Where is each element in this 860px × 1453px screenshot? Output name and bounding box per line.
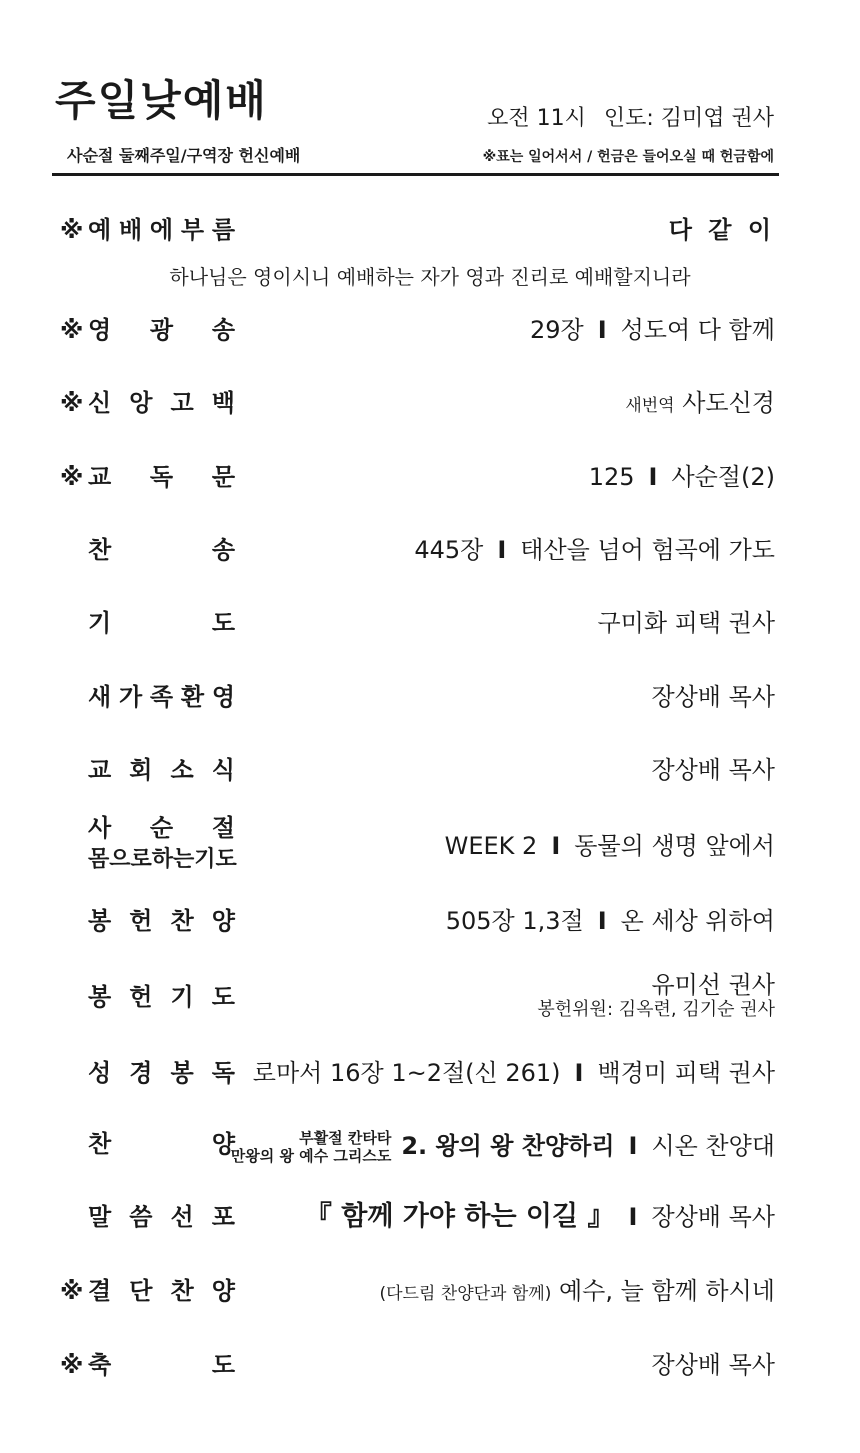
label-char: 광 bbox=[149, 316, 174, 344]
order-item-gloria bbox=[60, 310, 775, 350]
separator: I bbox=[648, 463, 658, 491]
item-value-title: 백경미 피택 권사 bbox=[597, 1059, 775, 1087]
label-char: 씀 bbox=[129, 1203, 153, 1231]
offering-committee: 봉헌위원: 김옥련, 김기순 권사 bbox=[537, 999, 775, 1020]
separator: I bbox=[574, 1059, 584, 1087]
sermon-title: 『 함께 가야 하는 이길 』 bbox=[304, 1201, 615, 1232]
label-char: 고 bbox=[170, 389, 194, 417]
label-char: 기 bbox=[88, 609, 112, 637]
label-char: 새 bbox=[88, 683, 112, 711]
item-value bbox=[530, 310, 775, 350]
item-label-chars bbox=[88, 1124, 235, 1164]
item-value-text: 장상배 목사 bbox=[651, 683, 775, 711]
item-label-chars bbox=[88, 1053, 235, 1093]
label-char: 선 bbox=[170, 1203, 194, 1231]
label-char: 봉 bbox=[88, 907, 112, 935]
label-char: 양 bbox=[211, 1277, 235, 1305]
order-item-welcome bbox=[60, 677, 775, 717]
label-char: 봉 bbox=[170, 1059, 194, 1087]
label-char: 단 bbox=[129, 1277, 153, 1305]
item-value-title: 사순절(2) bbox=[671, 463, 775, 491]
label-char: 봉 bbox=[88, 983, 112, 1011]
label-char: 사 bbox=[88, 814, 112, 842]
header-divider bbox=[52, 173, 779, 176]
item-value bbox=[651, 677, 775, 717]
separator: I bbox=[597, 316, 607, 344]
item-label bbox=[60, 808, 235, 878]
separator: I bbox=[551, 832, 561, 860]
item-label-chars bbox=[88, 1345, 235, 1385]
label-char: 환 bbox=[180, 683, 205, 711]
order-item-hymn bbox=[60, 530, 775, 570]
item-value-text: 예수, 늘 함께 하시네 bbox=[559, 1277, 775, 1305]
label-char: 도 bbox=[211, 983, 235, 1011]
order-item-responsive-reading bbox=[60, 457, 775, 497]
item-label-chars bbox=[88, 310, 235, 350]
item-value-number: 29장 bbox=[529, 316, 584, 344]
item-value bbox=[379, 1271, 775, 1314]
label-char: 교 bbox=[88, 463, 112, 491]
label-char: 독 bbox=[149, 463, 174, 491]
item-label-chars bbox=[88, 383, 235, 423]
item-value bbox=[625, 383, 775, 426]
label-char: 에 bbox=[149, 216, 174, 244]
label-char: 름 bbox=[211, 216, 235, 244]
separator: I bbox=[497, 536, 507, 564]
label-char: 송 bbox=[211, 536, 235, 564]
label-char: 말 bbox=[88, 1203, 112, 1231]
label-char: 문 bbox=[211, 463, 235, 491]
order-item-creed bbox=[60, 383, 775, 423]
item-label-chars bbox=[88, 1197, 235, 1237]
item-value bbox=[589, 457, 775, 497]
label-char: 독 bbox=[211, 1059, 235, 1087]
order-item-sermon bbox=[60, 1197, 775, 1237]
order-item-offering-hymn bbox=[60, 901, 775, 941]
item-value bbox=[445, 826, 775, 866]
item-label-chars bbox=[88, 1271, 235, 1311]
item-value bbox=[231, 1126, 775, 1166]
item-value-text: 장상배 목사 bbox=[651, 1351, 775, 1379]
separator: I bbox=[628, 1203, 638, 1231]
item-value bbox=[446, 901, 775, 941]
service-subtitle: 사순절 둘째주일/구역장 헌신예배 bbox=[67, 146, 301, 165]
label-char: 회 bbox=[129, 756, 153, 784]
separator: I bbox=[597, 907, 607, 935]
order-item-lent-prayer bbox=[60, 808, 775, 878]
service-meta bbox=[487, 108, 774, 130]
order-item-commitment-hymn bbox=[60, 1271, 775, 1311]
item-value-number: 로마서 16장 1~2절(신 261) bbox=[252, 1059, 561, 1087]
item-label-chars bbox=[88, 808, 235, 848]
item-value-prefix: 새번역 bbox=[625, 396, 675, 416]
label-char: 순 bbox=[149, 814, 174, 842]
item-label-chars bbox=[88, 457, 235, 497]
cantata-line-2: 만왕의 왕 예수 그리스도 bbox=[230, 1147, 392, 1165]
item-value bbox=[414, 530, 775, 570]
label-char: 찬 bbox=[88, 1130, 112, 1158]
label-char: 앙 bbox=[129, 389, 153, 417]
standing-mark: ※ bbox=[60, 1351, 84, 1379]
item-value-text: 사도신경 bbox=[682, 389, 775, 417]
label-char: 헌 bbox=[129, 983, 153, 1011]
item-label-chars bbox=[88, 210, 235, 250]
order-item-announcements bbox=[60, 750, 775, 790]
label-char: 양 bbox=[211, 907, 235, 935]
item-value bbox=[669, 210, 775, 250]
label-char: 신 bbox=[88, 389, 112, 417]
label-char: 소 bbox=[170, 756, 194, 784]
item-value bbox=[651, 1345, 775, 1385]
item-sublabel: 몸으로하는기도 bbox=[88, 847, 237, 872]
scripture-verse: 하나님은 영이시니 예배하는 자가 영과 진리로 예배할지니라 bbox=[169, 265, 691, 289]
label-char: 경 bbox=[129, 1059, 153, 1087]
item-value-prefix: (다드림 찬양단과 함께) bbox=[379, 1284, 552, 1304]
label-char: 배 bbox=[118, 216, 143, 244]
service-time: 오전 11시 bbox=[487, 106, 586, 131]
item-value-title: 성도여 다 함께 bbox=[620, 316, 775, 344]
item-value-title: 동물의 생명 앞에서 bbox=[574, 832, 775, 860]
label-char: 가 bbox=[118, 683, 143, 711]
order-item-choir-anthem bbox=[60, 1124, 775, 1168]
cantata-line-1: 부활절 칸타타 bbox=[299, 1129, 392, 1147]
label-char: 족 bbox=[149, 683, 174, 711]
item-value-number: 505장 1,3절 bbox=[445, 907, 584, 935]
label-char: 찬 bbox=[88, 536, 112, 564]
label-char: 예 bbox=[88, 216, 112, 244]
label-char: 성 bbox=[88, 1059, 112, 1087]
label-char: 절 bbox=[211, 814, 235, 842]
item-value bbox=[305, 1197, 775, 1237]
cantata-title bbox=[231, 1129, 392, 1165]
label-char: 포 bbox=[211, 1203, 235, 1231]
item-value-text: 다 같 이 bbox=[668, 216, 775, 244]
service-leader: 인도: 김미엽 권사 bbox=[603, 106, 774, 131]
item-value-title: 온 세상 위하여 bbox=[620, 907, 775, 935]
label-char: 축 bbox=[88, 1351, 112, 1379]
label-char: 찬 bbox=[170, 907, 194, 935]
standing-mark: ※ bbox=[60, 216, 84, 244]
item-label-chars bbox=[88, 977, 235, 1017]
separator: I bbox=[628, 1132, 638, 1160]
item-label-chars bbox=[88, 530, 235, 570]
label-char: 교 bbox=[88, 756, 112, 784]
page-title: 주일낮예배 bbox=[55, 76, 268, 125]
label-char: 백 bbox=[211, 389, 235, 417]
standing-mark: ※ bbox=[60, 316, 84, 344]
label-char: 영 bbox=[211, 683, 235, 711]
label-char: 결 bbox=[88, 1277, 112, 1305]
item-label-chars bbox=[88, 603, 235, 643]
standing-note: ※표는 일어서서 / 헌금은 들어오실 때 헌금함에 bbox=[482, 149, 774, 165]
item-value-title: 시온 찬양대 bbox=[651, 1132, 775, 1160]
item-label-chars bbox=[88, 677, 235, 717]
label-char: 도 bbox=[211, 1351, 235, 1379]
order-item-call-to-worship bbox=[60, 210, 775, 250]
label-char: 헌 bbox=[129, 907, 153, 935]
item-value bbox=[597, 603, 775, 643]
label-char: 송 bbox=[211, 316, 235, 344]
order-item-offering-prayer bbox=[60, 971, 775, 1027]
standing-mark: ※ bbox=[60, 463, 84, 491]
item-value-text: 장상배 목사 bbox=[651, 756, 775, 784]
label-char: 식 bbox=[211, 756, 235, 784]
item-value-title: 장상배 목사 bbox=[651, 1203, 775, 1231]
item-value-number: WEEK 2 bbox=[444, 832, 538, 860]
standing-mark: ※ bbox=[60, 1277, 84, 1305]
item-label-chars bbox=[88, 750, 235, 790]
label-char: 양 bbox=[211, 1130, 235, 1158]
standing-mark: ※ bbox=[60, 389, 84, 417]
item-value bbox=[651, 750, 775, 790]
item-value-text: 구미화 피택 권사 bbox=[597, 609, 775, 637]
order-item-prayer bbox=[60, 603, 775, 643]
order-item-benediction bbox=[60, 1345, 775, 1385]
item-value-number: 2. 왕의 왕 찬양하리 bbox=[401, 1132, 615, 1160]
label-char: 도 bbox=[211, 609, 235, 637]
item-value bbox=[253, 1053, 775, 1093]
item-value-number: 445장 bbox=[414, 536, 484, 564]
label-char: 영 bbox=[88, 316, 112, 344]
item-value-title: 태산을 넘어 험곡에 가도 bbox=[520, 536, 775, 564]
label-char: 부 bbox=[180, 216, 205, 244]
item-label-chars bbox=[88, 901, 235, 941]
label-char: 기 bbox=[170, 983, 194, 1011]
order-item-scripture-reading bbox=[60, 1053, 775, 1093]
item-value-number: 125 bbox=[588, 463, 635, 491]
label-char: 찬 bbox=[170, 1277, 194, 1305]
item-value-text: 유미선 권사 bbox=[651, 971, 775, 999]
